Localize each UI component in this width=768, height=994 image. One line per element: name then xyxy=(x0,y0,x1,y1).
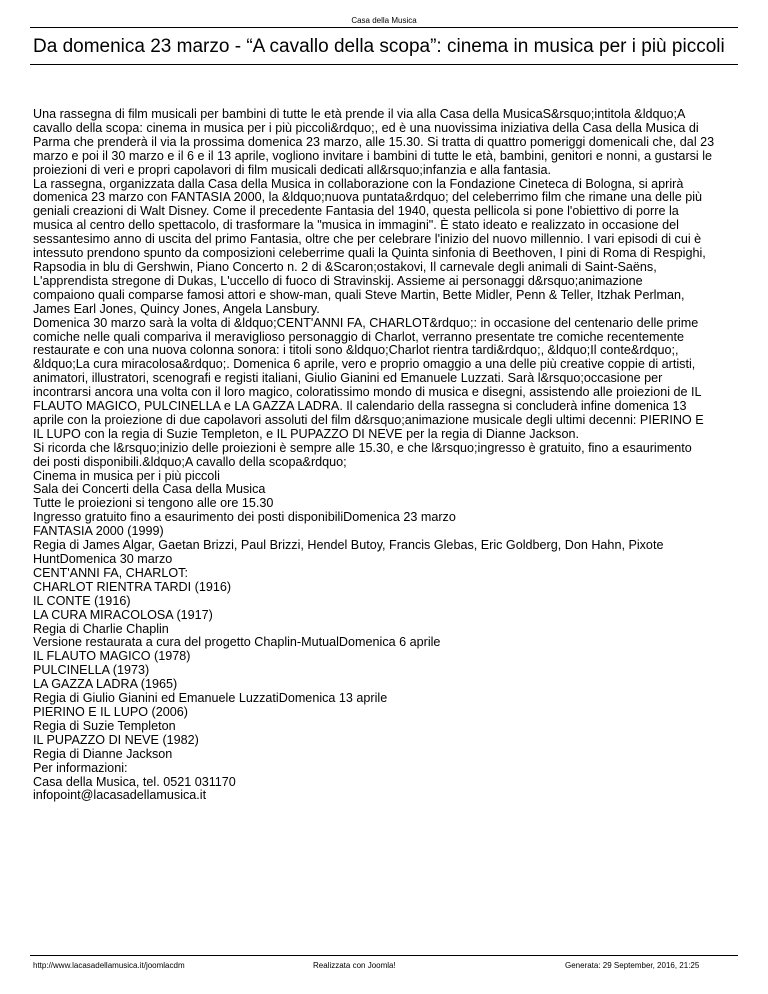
body-line: Parma che prenderà il via la prossima domenica 23 marzo, alle 15.30. Si tratta di quattro pomeriggi domenicali che, dal 23 xyxy=(33,134,715,149)
header-divider xyxy=(30,27,738,28)
body-line: Una rassegna di film musicali per bambini di tutte le età prende il via alla Casa della MusicaS&rsquo;intitola &ldquo;A xyxy=(33,107,686,121)
body-line: domenica 23 marzo con FANTASIA 2000, la &ldquo;nuova puntata&rdquo; del celeberrimo film che rimane una delle più xyxy=(33,190,703,205)
body-line: Regia di Giulio Gianini ed Emanuele LuzzatiDomenica 13 aprile xyxy=(33,691,388,706)
body-line: comiche nelle quali compariva il meraviglioso personaggio di Charlot, verranno presentate tre comiche recentemente xyxy=(33,329,685,344)
body-line: Per informazioni: xyxy=(33,760,128,775)
title-divider xyxy=(30,64,738,65)
body-line: Ingresso gratuito fino a esaurimento dei posti disponibiliDomenica 23 marzo xyxy=(33,510,456,525)
body-line: proiezioni di veri e propri capolavori di film musicali dedicati all&rsquo;infanzia e alla fantasia. xyxy=(33,162,551,177)
body-line: Rapsodia in blu di Gershwin, Piano Concerto n. 2 di &Scaron;ostakovi, Il carnevale degli animali di Saint-Saëns, xyxy=(33,259,657,274)
body-line: dei posti disponibili.&ldquo;A cavallo della scopa&rdquo; xyxy=(33,454,347,469)
body-line: Cinema in musica per i più piccoli xyxy=(33,468,220,483)
body-line: PIERINO E IL LUPO (2006) xyxy=(33,704,188,719)
body-line: IL PUPAZZO DI NEVE (1982) xyxy=(33,732,199,747)
body-line: geniali creazioni di Walt Disney. Come il precedente Fantasia del 1940, questa pellicola si pone l'obiettivo di porre la xyxy=(33,204,679,219)
body-line: Regia di Charlie Chaplin xyxy=(33,621,169,636)
body-line: Casa della Musica, tel. 0521 031170 xyxy=(33,774,236,789)
body-line: Si ricorda che l&rsquo;inizio delle proiezioni è sempre alle 15.30, e che l&rsquo;ingresso è gratuito, fino a esaurimento xyxy=(33,440,692,455)
body-line: Regia di Suzie Templeton xyxy=(33,718,176,733)
body-line: aprile con la proiezione di due capolavori assoluti del film d&rsquo;animazione musicale degli ultimi decenni: PIERINO E xyxy=(33,412,704,427)
body-line: Domenica 30 marzo sarà la volta di &ldquo;CENT'ANNI FA, CHARLOT&rdquo;: in occasione del centenario delle prime xyxy=(33,315,699,330)
body-line: Regia di James Algar, Gaetan Brizzi, Paul Brizzi, Hendel Butoy, Francis Glebas, Eric Goldberg, Don Hahn, Pixote xyxy=(33,538,664,553)
article-title: Da domenica 23 marzo - “A cavallo della scopa”: cinema in musica per i più piccoli xyxy=(33,36,725,57)
body-line: CHARLOT RIENTRA TARDI (1916) xyxy=(33,579,232,594)
body-line: LA CURA MIRACOLOSA (1917) xyxy=(33,607,213,622)
body-line: intessuto prendono spunto da composizioni celeberrime quali la Quinta sinfonia di Beethoven, I pini di Roma di Respighi, xyxy=(33,246,706,261)
body-line: HuntDomenica 30 marzo xyxy=(33,552,173,566)
body-line: musica al centro dello spettacolo, di trasformare la "musica in immagini". È stato ideato e realizzato in occasione del xyxy=(33,218,679,233)
body-line: IL FLAUTO MAGICO (1978) xyxy=(33,649,191,664)
body-line: Regia di Dianne Jackson xyxy=(33,746,173,761)
body-line: LA GAZZA LADRA (1965) xyxy=(33,677,178,692)
body-line: FLAUTO MAGICO, PULCINELLA e LA GAZZA LADRA. Il calendario della rassegna si concluderà infine domenica 13 xyxy=(33,399,687,414)
body-line: PULCINELLA (1973) xyxy=(33,663,150,678)
body-line: Sala dei Concerti della Casa della Musica xyxy=(33,482,266,497)
body-line: animatori, illustratori, scenografi e registi italiani, Giulio Gianini ed Emanuele Luzzati. Sarà l&rsquo;occasione per xyxy=(33,371,663,386)
body-line: James Earl Jones, Quincy Jones, Angela Lansbury. xyxy=(33,301,320,316)
body-line: FANTASIA 2000 (1999) xyxy=(33,524,164,539)
body-line: restaurate e con una nuova colonna sonora: i titoli sono &ldquo;Charlot rientra tardi&rdquo;, &ldquo;Il conte&rdquo;, xyxy=(33,343,679,358)
body-line: La rassegna, organizzata dalla Casa della Musica in collaborazione con la Fondazione Cineteca di Bologna, si aprirà xyxy=(33,176,684,191)
footer-divider xyxy=(30,955,738,956)
body-line: incontrarsi ancora una volta con il loro magico, coloratissimo mondo di musica e disegni, assistendo alle proiezioni de IL xyxy=(33,385,702,400)
body-line: marzo e poi il 30 marzo e il 6 e il 13 aprile, vogliono invitare i bambini di tutte le età, bambini, genitori e nonni, a gustarsi le xyxy=(33,148,713,163)
body-line: L'apprendista stregone di Dukas, L'uccello di fuoco di Stravinskij. Assieme ai personaggi d&rsquo;animazione xyxy=(33,273,643,288)
body-line: compaiono quali comparse famosi attori e show-man, quali Steve Martin, Bette Midler, Penn & Teller, Itzhak Perlman, xyxy=(33,287,685,302)
footer-generated: Generata: 29 September, 2016, 21:25 xyxy=(565,961,700,970)
body-line: Versione restaurata a cura del progetto Chaplin-MutualDomenica 6 aprile xyxy=(33,635,441,650)
footer-credit: Realizzata con Joomla! xyxy=(313,961,396,970)
body-line: Tutte le proiezioni si tengono alle ore 15.30 xyxy=(33,496,274,511)
body-line: infopoint@lacasadellamusica.it xyxy=(33,788,207,803)
body-line: sessantesimo anno di uscita del primo Fantasia, oltre che per celebrare l'inizio del nuovo millennio. I vari episodi di cui è xyxy=(33,232,702,247)
body-line: CENT'ANNI FA, CHARLOT: xyxy=(33,565,188,580)
site-header: Casa della Musica xyxy=(351,16,417,25)
body-line: IL LUPO con la regia di Suzie Templeton, e IL PUPAZZO DI NEVE per la regia di Dianne Jackson. xyxy=(33,426,579,441)
body-line: IL CONTE (1916) xyxy=(33,593,131,608)
article-body xyxy=(33,108,738,803)
body-line: &ldquo;La cura miracolosa&rdquo;. Domenica 6 aprile, vero e proprio omaggio a una delle più creative coppie di artisti, xyxy=(33,357,696,372)
footer-url[interactable]: http://www.lacasadellamusica.it/joomlacdm xyxy=(33,961,185,970)
body-line: cavallo della scopa: cinema in musica per i più piccoli&rdquo;, ed è una nuovissima iniziativa della Casa della Musica di xyxy=(33,120,699,135)
